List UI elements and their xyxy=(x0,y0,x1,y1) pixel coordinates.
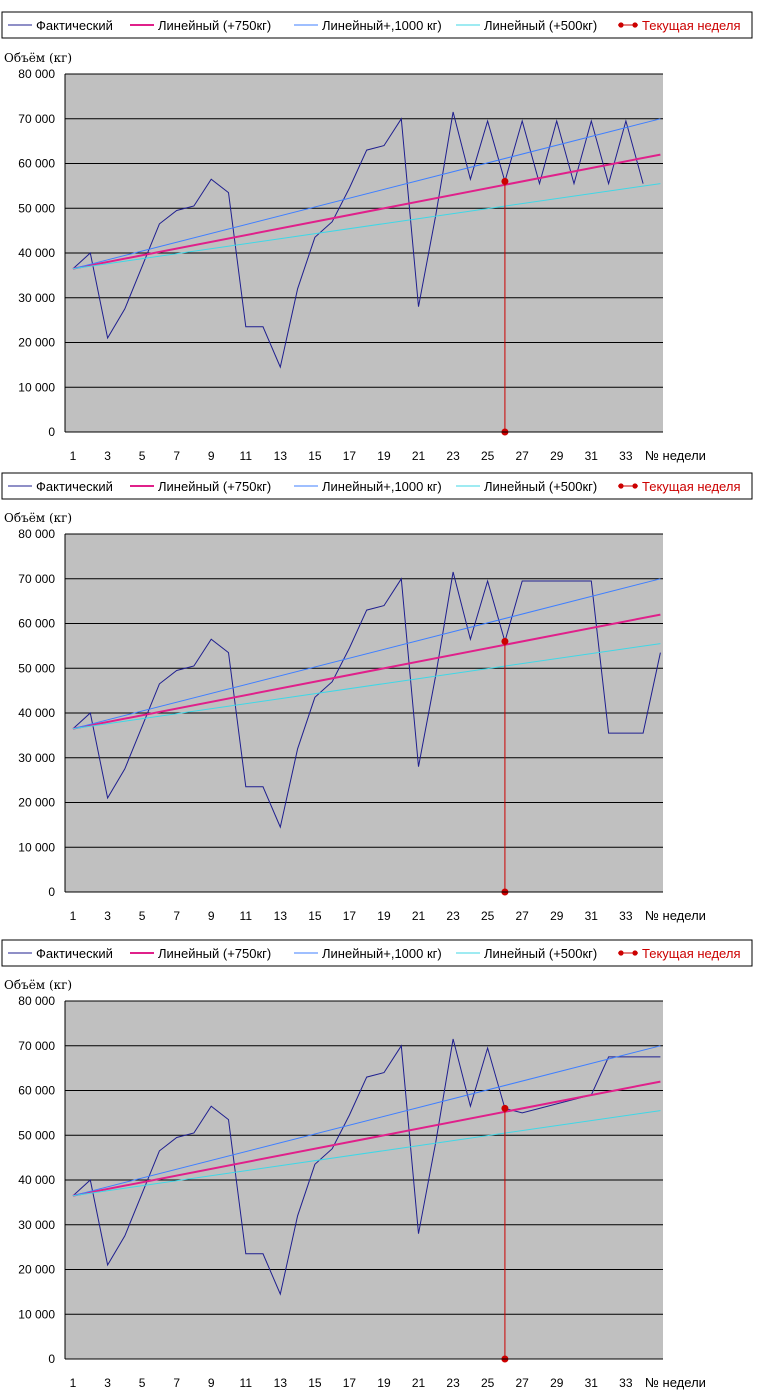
x-tick-label: 3 xyxy=(104,1376,111,1390)
y-tick-label: 60 000 xyxy=(18,156,55,171)
x-tick-label: 15 xyxy=(308,449,322,463)
current-week-marker xyxy=(501,178,508,185)
x-tick-label: 29 xyxy=(550,449,564,463)
x-tick-label: 7 xyxy=(173,1376,181,1390)
x-tick-labels xyxy=(70,909,633,923)
x-tick-labels xyxy=(70,1376,633,1390)
legend-label-linear-1000: Линейный+,1000 кг) xyxy=(322,18,442,33)
x-tick-label: 13 xyxy=(273,1376,288,1390)
chart-svg-2 xyxy=(0,468,757,930)
y-tick-label: 30 000 xyxy=(18,290,55,305)
y-tick-label: 10 000 xyxy=(18,380,55,395)
x-axis-title: № недели xyxy=(645,448,706,463)
y-tick-label: 20 000 xyxy=(18,1262,55,1277)
chart-svg-1 xyxy=(0,0,757,465)
legend-marker-current-week-b xyxy=(632,950,637,955)
legend-marker-current-week-a xyxy=(618,483,623,488)
x-tick-label: 33 xyxy=(619,1376,633,1390)
y-axis-title: Объём (кг) xyxy=(4,51,73,65)
y-axis-title: Объём (кг) xyxy=(4,978,73,992)
x-tick-label: 33 xyxy=(619,909,633,923)
y-tick-label: 40 000 xyxy=(18,1173,55,1187)
x-tick-label: 13 xyxy=(273,909,288,923)
x-tick-label: 21 xyxy=(411,1376,426,1390)
x-tick-label: 1 xyxy=(69,449,77,463)
y-tick-label: 30 000 xyxy=(18,1217,55,1232)
legend-label-linear-1000: Линейный+,1000 кг) xyxy=(322,479,442,494)
x-tick-label: 27 xyxy=(515,1376,529,1390)
legend-label-linear-500: Линейный (+500кг) xyxy=(484,946,598,961)
x-tick-label: 25 xyxy=(480,909,495,923)
chart-panel-1 xyxy=(0,0,757,465)
x-tick-label: 23 xyxy=(446,449,460,463)
y-tick-label: 40 000 xyxy=(18,706,55,720)
x-tick-label: 21 xyxy=(411,909,426,923)
x-tick-label: 1 xyxy=(69,909,77,923)
legend-label-current-week: Текущая неделя xyxy=(642,946,741,961)
legend-label-actual: Фактический xyxy=(36,946,113,961)
y-tick-label: 30 000 xyxy=(18,750,55,765)
y-tick-label: 10 000 xyxy=(18,1307,55,1322)
x-tick-label: 7 xyxy=(173,909,181,923)
x-tick-label: 3 xyxy=(104,449,111,463)
legend-label-current-week: Текущая неделя xyxy=(642,479,741,494)
chart-panel-3 xyxy=(0,937,757,1400)
y-tick-label: 20 000 xyxy=(18,795,55,810)
x-tick-label: 13 xyxy=(273,449,288,463)
x-tick-label: 27 xyxy=(515,449,529,463)
y-axis-title: Объём (кг) xyxy=(4,511,73,525)
x-tick-label: 27 xyxy=(515,909,529,923)
legend-label-linear-500: Линейный (+500кг) xyxy=(484,18,598,33)
legend-marker-current-week-b xyxy=(632,483,637,488)
y-tick-label: 50 000 xyxy=(18,201,55,216)
x-tick-label: 17 xyxy=(342,1376,357,1390)
x-tick-label: 31 xyxy=(584,1376,598,1390)
x-tick-label: 11 xyxy=(239,909,253,923)
x-tick-label: 31 xyxy=(584,449,598,463)
x-tick-label: 11 xyxy=(239,1376,253,1390)
x-tick-label: 9 xyxy=(207,909,215,923)
x-tick-labels xyxy=(70,449,633,463)
x-tick-label: 5 xyxy=(138,909,146,923)
y-tick-labels xyxy=(18,67,55,439)
x-tick-label: 11 xyxy=(239,449,253,463)
legend-label-linear-750: Линейный (+750кг) xyxy=(158,18,272,33)
x-tick-label: 29 xyxy=(550,909,564,923)
y-tick-label: 0 xyxy=(48,425,55,439)
y-tick-label: 50 000 xyxy=(18,1128,55,1143)
y-tick-label: 80 000 xyxy=(18,527,55,541)
x-tick-label: 5 xyxy=(138,1376,146,1390)
x-tick-label: 9 xyxy=(207,449,215,463)
y-tick-labels xyxy=(18,527,55,899)
x-tick-label: 19 xyxy=(377,449,391,463)
legend-label-current-week: Текущая неделя xyxy=(642,18,741,33)
chart-panel-2 xyxy=(0,468,757,930)
x-tick-label: 19 xyxy=(377,1376,391,1390)
chart-legend xyxy=(2,940,752,966)
y-tick-label: 40 000 xyxy=(18,246,55,260)
x-tick-label: 23 xyxy=(446,909,460,923)
y-tick-label: 0 xyxy=(48,885,55,899)
current-week-marker xyxy=(501,1105,508,1112)
y-tick-label: 70 000 xyxy=(18,1038,55,1053)
legend-label-linear-750: Линейный (+750кг) xyxy=(158,479,272,494)
chart-legend xyxy=(2,12,752,38)
legend-label-actual: Фактический xyxy=(36,479,113,494)
y-tick-label: 70 000 xyxy=(18,111,55,126)
chart-legend xyxy=(2,473,752,499)
legend-label-linear-500: Линейный (+500кг) xyxy=(484,479,598,494)
y-tick-label: 80 000 xyxy=(18,994,55,1008)
chart-svg-3 xyxy=(0,937,757,1400)
y-tick-label: 10 000 xyxy=(18,840,55,855)
x-tick-label: 17 xyxy=(342,909,357,923)
y-tick-label: 60 000 xyxy=(18,616,55,631)
x-tick-label: 21 xyxy=(411,449,426,463)
x-tick-label: 29 xyxy=(550,1376,564,1390)
legend-label-actual: Фактический xyxy=(36,18,113,33)
x-axis-title: № недели xyxy=(645,908,706,923)
current-week-marker xyxy=(501,638,508,645)
y-tick-label: 20 000 xyxy=(18,335,55,350)
y-tick-label: 50 000 xyxy=(18,661,55,676)
x-tick-label: 15 xyxy=(308,1376,322,1390)
y-tick-labels xyxy=(18,994,55,1366)
x-tick-label: 15 xyxy=(308,909,322,923)
x-axis-title: № недели xyxy=(645,1375,706,1390)
x-tick-label: 7 xyxy=(173,449,181,463)
x-tick-label: 9 xyxy=(207,1376,215,1390)
y-tick-label: 60 000 xyxy=(18,1083,55,1098)
x-tick-label: 25 xyxy=(480,1376,495,1390)
y-tick-label: 0 xyxy=(48,1352,55,1366)
x-tick-label: 17 xyxy=(342,449,357,463)
legend-marker-current-week-a xyxy=(618,950,623,955)
y-tick-label: 80 000 xyxy=(18,67,55,81)
x-tick-label: 25 xyxy=(480,449,495,463)
x-tick-label: 5 xyxy=(138,449,146,463)
x-tick-label: 23 xyxy=(446,1376,460,1390)
x-tick-label: 31 xyxy=(584,909,598,923)
legend-label-linear-1000: Линейный+,1000 кг) xyxy=(322,946,442,961)
legend-marker-current-week-b xyxy=(632,22,637,27)
x-tick-label: 1 xyxy=(69,1376,77,1390)
x-tick-label: 19 xyxy=(377,909,391,923)
x-tick-label: 33 xyxy=(619,449,633,463)
legend-label-linear-750: Линейный (+750кг) xyxy=(158,946,272,961)
legend-marker-current-week-a xyxy=(618,22,623,27)
y-tick-label: 70 000 xyxy=(18,571,55,586)
x-tick-label: 3 xyxy=(104,909,111,923)
